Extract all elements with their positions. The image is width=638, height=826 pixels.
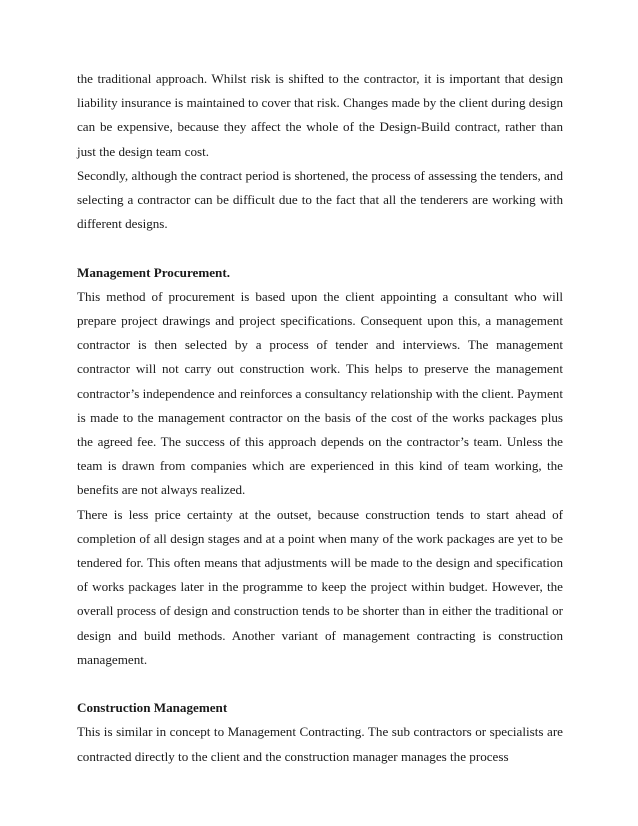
heading-management-procurement: Management Procurement.	[77, 264, 230, 280]
paragraph-construction-management: This is similar in concept to Management Contracting. The sub contractors or specialists are contracted directly to the client and the construction manager manages the process	[77, 724, 563, 764]
paragraph-price-certainty: There is less price certainty at the outset, because construction tends to start ahead of completion of all design stages and at a point when many of the work packages are yet to be tendered for. This often means that adjustments will be made to the design and specification of works packages later in the programme to keep the project within budget. However, the overall process of design and construction tends to be shorter than in either the traditional or design and build methods. Another variant of management contracting is construction management.	[77, 506, 563, 667]
paragraph-traditional-approach: the traditional approach. Whilst risk is shifted to the contractor, it is important that design liability insurance is maintained to cover that risk. Changes made by the client during design can be expensive, because they affect the whole of the Design-Build contract, rather than just the design team cost.	[77, 71, 563, 159]
paragraph-spacer	[77, 236, 563, 260]
paragraph-management-procurement: This method of procurement is based upon the client appointing a consultant who will prepare project drawings and project specifications. Consequent upon this, a management contractor is then selected by a process of tender and interviews. The management contractor will not carry out construction work. This helps to preserve the management contractor’s independence and reinforces a consultancy relationship with the client. Payment is made to the management contractor on the basis of the cost of the works packages plus the agreed fee. The success of this approach depends on the contractor’s team. Unless the team is drawn from companies which are experienced in this kind of team working, the benefits are not always realized.	[77, 288, 563, 498]
document-page	[77, 67, 563, 769]
heading-construction-management: Construction Management	[77, 700, 228, 716]
paragraph-secondly: Secondly, although the contract period is shortened, the process of assessing the tenders, and selecting a contractor can be difficult due to the fact that all the tenderers are working with different designs.	[77, 167, 563, 232]
paragraph-spacer	[77, 672, 563, 696]
